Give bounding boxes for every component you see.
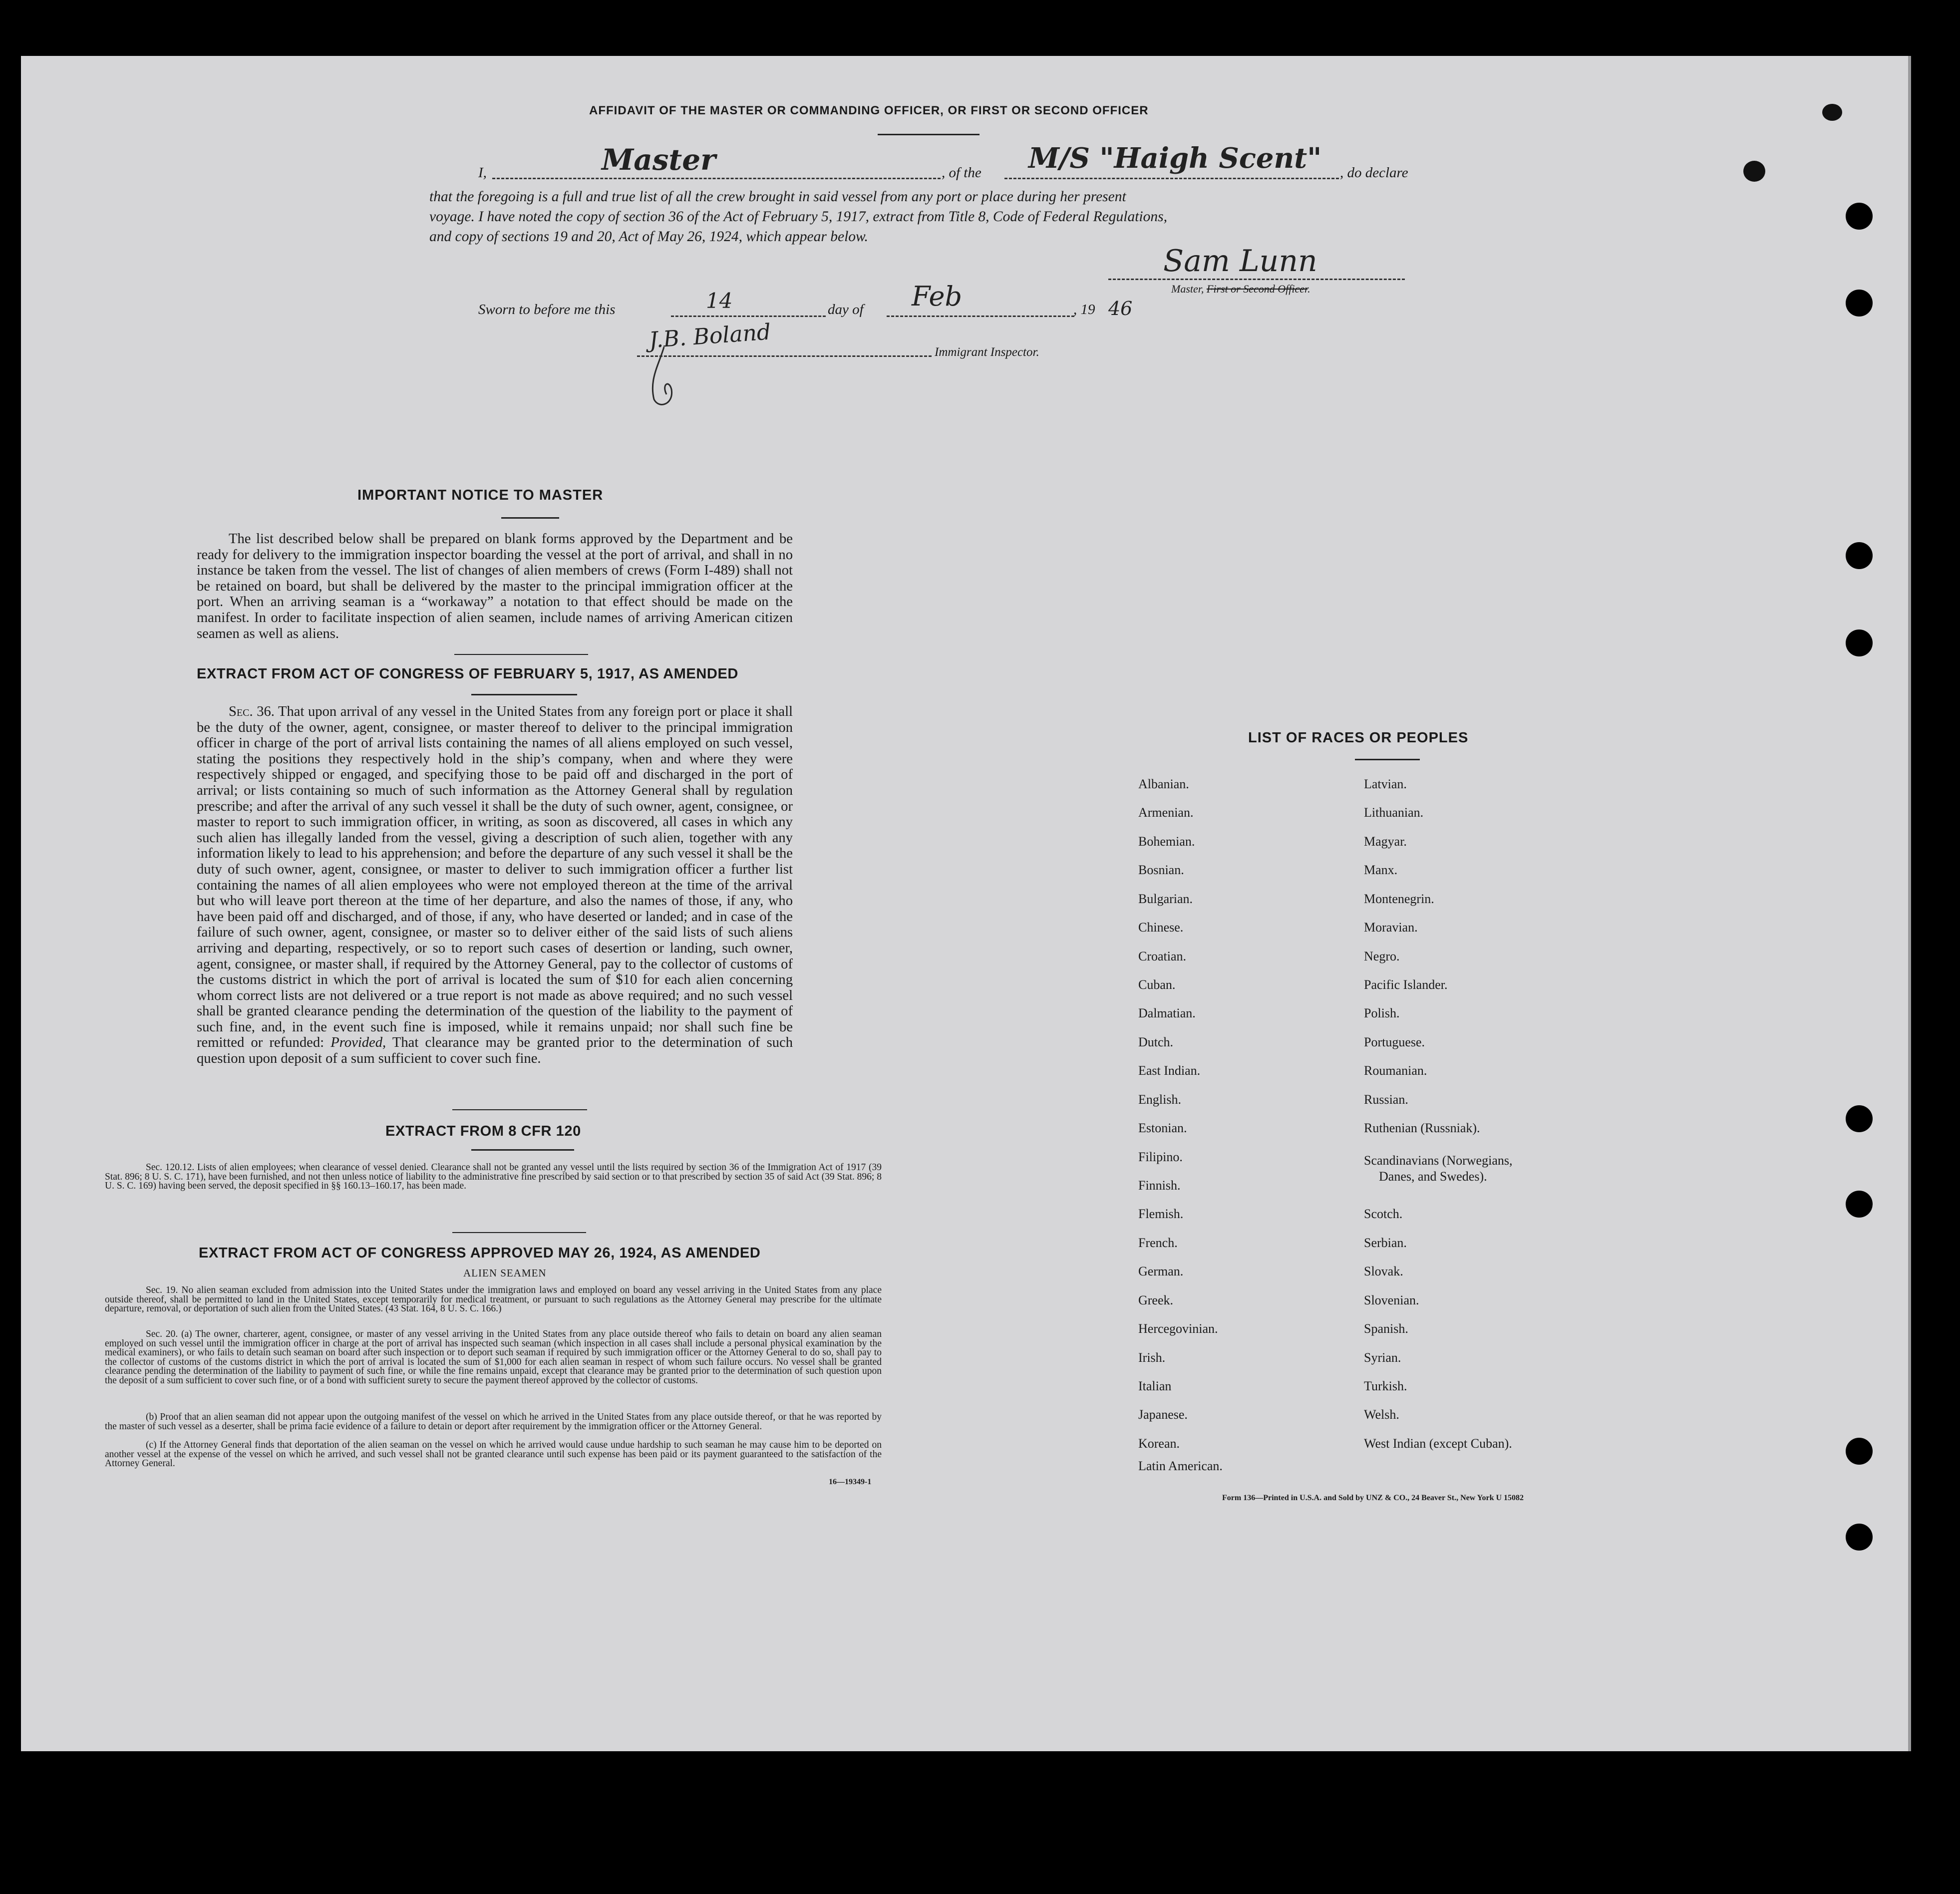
race-lithuanian: Lithuanian. (1364, 805, 1424, 820)
notice-title: IMPORTANT NOTICE TO MASTER (357, 487, 604, 503)
ink-blot (1743, 161, 1765, 182)
punch-hole (1846, 1438, 1873, 1465)
alien-seamen-subtitle: ALIEN SEAMEN (463, 1267, 547, 1279)
race-finnish: Finnish. (1138, 1178, 1181, 1193)
race-roumanian: Roumanian. (1364, 1063, 1427, 1078)
cfr-underline (471, 1149, 574, 1151)
race-armenian: Armenian. (1138, 805, 1194, 820)
race-scotch: Scotch. (1364, 1207, 1403, 1221)
sworn-month-line (887, 316, 1074, 317)
sec-19-body: Sec. 19. No alien seaman excluded from admission into the United States under the immigration laws and employed on board any vessel arriving in the United States from any place outside thereof, shall be permitted to land in the United States, except temporarily for medical treatment, or pursuant to such regulations as the Attorney General may prescribe for the ultimate departure, removal, or deportation of such alien from the United States. (43 Stat. 164, 8 U. S. C. 166.) (105, 1285, 882, 1314)
declaration-lead: I, (478, 165, 487, 181)
race-bosnian: Bosnian. (1138, 863, 1184, 877)
sworn-day-of: day of (828, 302, 864, 317)
vessel-line (1004, 178, 1339, 179)
race-serbian: Serbian. (1364, 1236, 1407, 1250)
signature-line (1108, 279, 1405, 280)
punch-hole (1846, 1105, 1873, 1132)
printer-footer: Form 136—Printed in U.S.A. and Sold by UNZ & CO., 24 Beaver St., New York U 15082 (1222, 1494, 1524, 1502)
divider-1 (454, 654, 588, 655)
form-code: 16—19349-1 (829, 1478, 872, 1486)
do-declare-text: , do declare (1340, 165, 1408, 181)
signature-caption (1171, 283, 1310, 296)
sec-36-tail: That clearance may be granted prior to the determination of such question upon deposit of a sum sufficient to cover such fine. (197, 1035, 793, 1067)
title-underline (878, 134, 980, 135)
sworn-year: 46 (1108, 298, 1133, 319)
extract-1917-underline (471, 694, 577, 695)
race-croatian: Croatian. (1138, 949, 1187, 963)
race-japanese: Japanese. (1138, 1407, 1188, 1422)
race-syrian: Syrian. (1364, 1350, 1401, 1365)
extract-1924-title: EXTRACT FROM ACT OF CONGRESS APPROVED MAY 26, 1924, AS AMENDED (199, 1245, 761, 1261)
punch-hole (1846, 1191, 1873, 1218)
sec-36-label: Sec. 36. (229, 704, 275, 719)
race-dutch: Dutch. (1138, 1035, 1174, 1049)
race-bulgarian: Bulgarian. (1138, 892, 1193, 906)
race-east-indian: East Indian. (1138, 1063, 1201, 1078)
race-flemish: Flemish. (1138, 1207, 1184, 1221)
of-the-text: , of the (942, 165, 981, 181)
race-spanish: Spanish. (1364, 1321, 1408, 1336)
race-chinese: Chinese. (1138, 920, 1184, 935)
notice-body: The list described below shall be prepared on blank forms approved by the Department and be ready for delivery to the immigration inspector boarding the vessel at the port of arrival, and shall in no instance be taken from the vessel. The list of changes of alien members of crews (Form I-489) shall not be retained on board, but shall be delivered by the master to the principal immigration officer at the port. When an arriving seaman is a “workaway” a notation to that effect should be made on the manifest. In order to facilitate inspection of alien seamen, include names of arriving American citizen seamen as well as aliens. (197, 531, 793, 641)
race-bohemian: Bohemian. (1138, 834, 1195, 849)
sec-20b-body: (b) Proof that an alien seaman did not appear upon the outgoing manifest of the vessel on which he arrived in the United States from any place outside thereof, or that he was reported by the master of such vessel as a deserter, shall be prima facie evidence of a failure to detain or deport after requirement by the immigration officer or the Attorney General. (105, 1412, 882, 1432)
race-greek: Greek. (1138, 1293, 1174, 1307)
extract-1917-title: EXTRACT FROM ACT OF CONGRESS OF FEBRUARY 5, 1917, AS AMENDED (197, 666, 738, 682)
race-montenegrin: Montenegrin. (1364, 892, 1434, 906)
race-negro: Negro. (1364, 949, 1400, 963)
declaration-line-3: voyage. I have noted the copy of section 36 of the Act of February 5, 1917, extract from Title 8, Code of Federal Regulations, (429, 209, 1167, 225)
race-welsh: Welsh. (1364, 1407, 1399, 1422)
race-estonian: Estonian. (1138, 1121, 1187, 1135)
race-turkish: Turkish. (1364, 1379, 1407, 1393)
race-hercegovinian: Hercegovinian. (1138, 1321, 1218, 1336)
sworn-day-line (671, 316, 826, 317)
sec-20a-body: Sec. 20. (a) The owner, charterer, agent, consignee, or master of any vessel arriving in the United States from any place outside thereof who fails to detain on board any alien seaman employed on such vessel until the immigration officer in charge at the port of arrival has inspected such seaman (which inspection in all cases shall include a personal physical examination by the medical examiners), or who fails to detain such seaman on board after such inspection or to deport such seaman if required by such immigration officer or the Attorney General to do so, shall pay to the collector of customs of the customs district in which the port of arrival is located the sum of $1,000 for each alien seaman in respect of whom such failure occurs. No vessel shall be granted clearance pending the determination of the liability to payment of such fine, or while the fine remains unpaid, except that clearance may be granted prior to the determination of such question upon the deposit of a sum sufficient to cover such fine, or of a bond with sufficient surety to secure the payment thereof approved by the collector of customs. (105, 1329, 882, 1386)
sworn-year-prefix: , 19 (1073, 302, 1095, 317)
affidavit-title: AFFIDAVIT OF THE MASTER OR COMMANDING OFFICER, OR FIRST OR SECOND OFFICER (589, 104, 1149, 117)
provided-word: Provided, (330, 1035, 386, 1051)
sec-20c-body: (c) If the Attorney General finds that deportation of the alien seaman on the vessel on which he arrived would cause undue hardship to such seaman he may cause him to be deported on another vessel at the expense of the vessel on which he arrived, and such vessel shall not be granted clearance until such expense has been paid or its payment guaranteed to the satisfaction of the Attorney General. (105, 1440, 882, 1469)
ink-blot (1822, 104, 1842, 121)
race-latvian: Latvian. (1364, 777, 1407, 791)
caption-master: Master, (1171, 283, 1207, 295)
race-german: German. (1138, 1264, 1184, 1278)
declaration-line-4: and copy of sections 19 and 20, Act of May 26, 1924, which appear below. (429, 229, 868, 245)
race-korean: Korean. (1138, 1436, 1180, 1451)
race-albanian: Albanian. (1138, 777, 1189, 791)
sworn-prefix: Sworn to before me this (478, 302, 616, 317)
inspector-line (637, 355, 932, 357)
race-slovak: Slovak. (1364, 1264, 1403, 1278)
punch-hole (1846, 203, 1873, 230)
punch-hole (1846, 630, 1873, 656)
race-moravian: Moravian. (1364, 920, 1418, 935)
races-underline (1355, 759, 1420, 760)
race-ruthenian: Ruthenian (Russniak). (1364, 1121, 1480, 1135)
punch-hole (1846, 1524, 1873, 1551)
race-slovenian: Slovenian. (1364, 1293, 1419, 1307)
vessel-handwritten: M/S "Haigh Scent" (1028, 142, 1322, 175)
divider-3 (452, 1232, 586, 1233)
declaration-line-2: that the foregoing is a full and true list of all the crew brought in said vessel from any port or place during her present (429, 189, 1126, 205)
race-scandinavians: Scandinavians (Norwegians, (1364, 1153, 1513, 1168)
race-russian: Russian. (1364, 1092, 1408, 1107)
race-dalmatian: Dalmatian. (1138, 1006, 1196, 1020)
caption-period: . (1307, 283, 1310, 295)
race-cuban: Cuban. (1138, 977, 1176, 992)
caption-struck: First or Second Officer (1206, 283, 1308, 295)
punch-hole (1846, 290, 1873, 316)
punch-hole (1846, 542, 1873, 569)
divider-2 (452, 1109, 587, 1110)
race-irish: Irish. (1138, 1350, 1166, 1365)
sec-36-text: That upon arrival of any vessel in the United States from any foreign port or place it shall be the duty of the owner, agent, consignee, or master thereof to deliver to the principal immigration officer in charge of the port of arrival lists containing the names of all aliens employed on such vessel, stating the positions they respectively hold in the ship’s company, when and where they were respectively shipped or engaged, and specifying those to be paid off and discharged in the port of arrival; or lists containing so much of such information as the Attorney General shall by regulation prescribe; and after the arrival of any such vessel it shall be the duty of such owner, agent, consignee, or master to report to such immigration officer, in writing, as soon as discovered, all cases in which any such alien has illegally landed from the vessel, giving a description of such alien, together with any information likely to lead to his apprehension; and before the departure of any such vessel it shall be the duty of such owner, agent, consignee, or master to deliver to such immigration officer a further list containing the names of all alien employees who were not employed thereon at the time of the arrival but who will leave port thereon at the time of her departure, and also the names of those, if any, who have been paid off and discharged, and of those, if any, who have deserted or landed; and in case of the failure of such owner, agent, consignee, or master so to deliver either of the said lists of such aliens arriving and departing, respectively, or so to report such cases of desertion or landing, such owner, agent, consignee, or master shall, if required by the Attorney General, pay to the collector of customs of the customs district in which the port of arrival is located the sum of $10 for each alien concerning whom correct lists are not delivered or a true report is not made as above required; and no such vessel shall be granted clearance pending the determination of the question of the liability to the payment of such fine, and, in the event such fine is imposed, while it remains unpaid; nor shall such fine be remitted or refunded: (197, 704, 793, 1051)
race-english: English. (1138, 1092, 1181, 1107)
race-magyar: Magyar. (1364, 834, 1407, 849)
race-filipino: Filipino. (1138, 1150, 1183, 1164)
race-italian: Italian (1138, 1379, 1172, 1393)
declarant-handwritten: Master (602, 143, 716, 177)
extract-1917-body (197, 704, 793, 1067)
race-scandinavians-cont: Danes, and Swedes). (1379, 1169, 1487, 1184)
race-polish: Polish. (1364, 1006, 1400, 1020)
race-manx: Manx. (1364, 863, 1398, 877)
race-portuguese: Portuguese. (1364, 1035, 1425, 1049)
race-latin-american: Latin American. (1138, 1459, 1223, 1473)
races-title: LIST OF RACES OR PEOPLES (1248, 730, 1469, 746)
declarant-line (492, 178, 941, 179)
sworn-month: Feb (912, 281, 963, 312)
master-signature: Sam Lunn (1163, 244, 1317, 279)
cfr-title: EXTRACT FROM 8 CFR 120 (385, 1123, 581, 1139)
inspector-signature-flourish (644, 344, 689, 409)
race-pacific-islander: Pacific Islander. (1364, 977, 1448, 992)
race-french: French. (1138, 1236, 1178, 1250)
notice-underline (501, 517, 559, 519)
inspector-caption: Immigrant Inspector. (935, 345, 1039, 359)
inspector-signature: J.B. Boland (648, 319, 772, 353)
race-west-indian: West Indian (except Cuban). (1364, 1436, 1512, 1451)
sworn-day: 14 (706, 289, 733, 313)
cfr-body: Sec. 120.12. Lists of alien employees; when clearance of vessel denied. Clearance shall not be granted any vessel until the lists required by section 36 of the Immigration Act of 1917 (39 Stat. 896; 8 U. S. C. 171), have been furnished, and not then unless notice of liability to the administrative fine prescribed by said section or to that prescribed by section 35 of said Act (39 Stat. 896; 8 U. S. C. 169) having been served, the deposit specified in §§ 160.13–160.17, has been made. (105, 1162, 882, 1191)
